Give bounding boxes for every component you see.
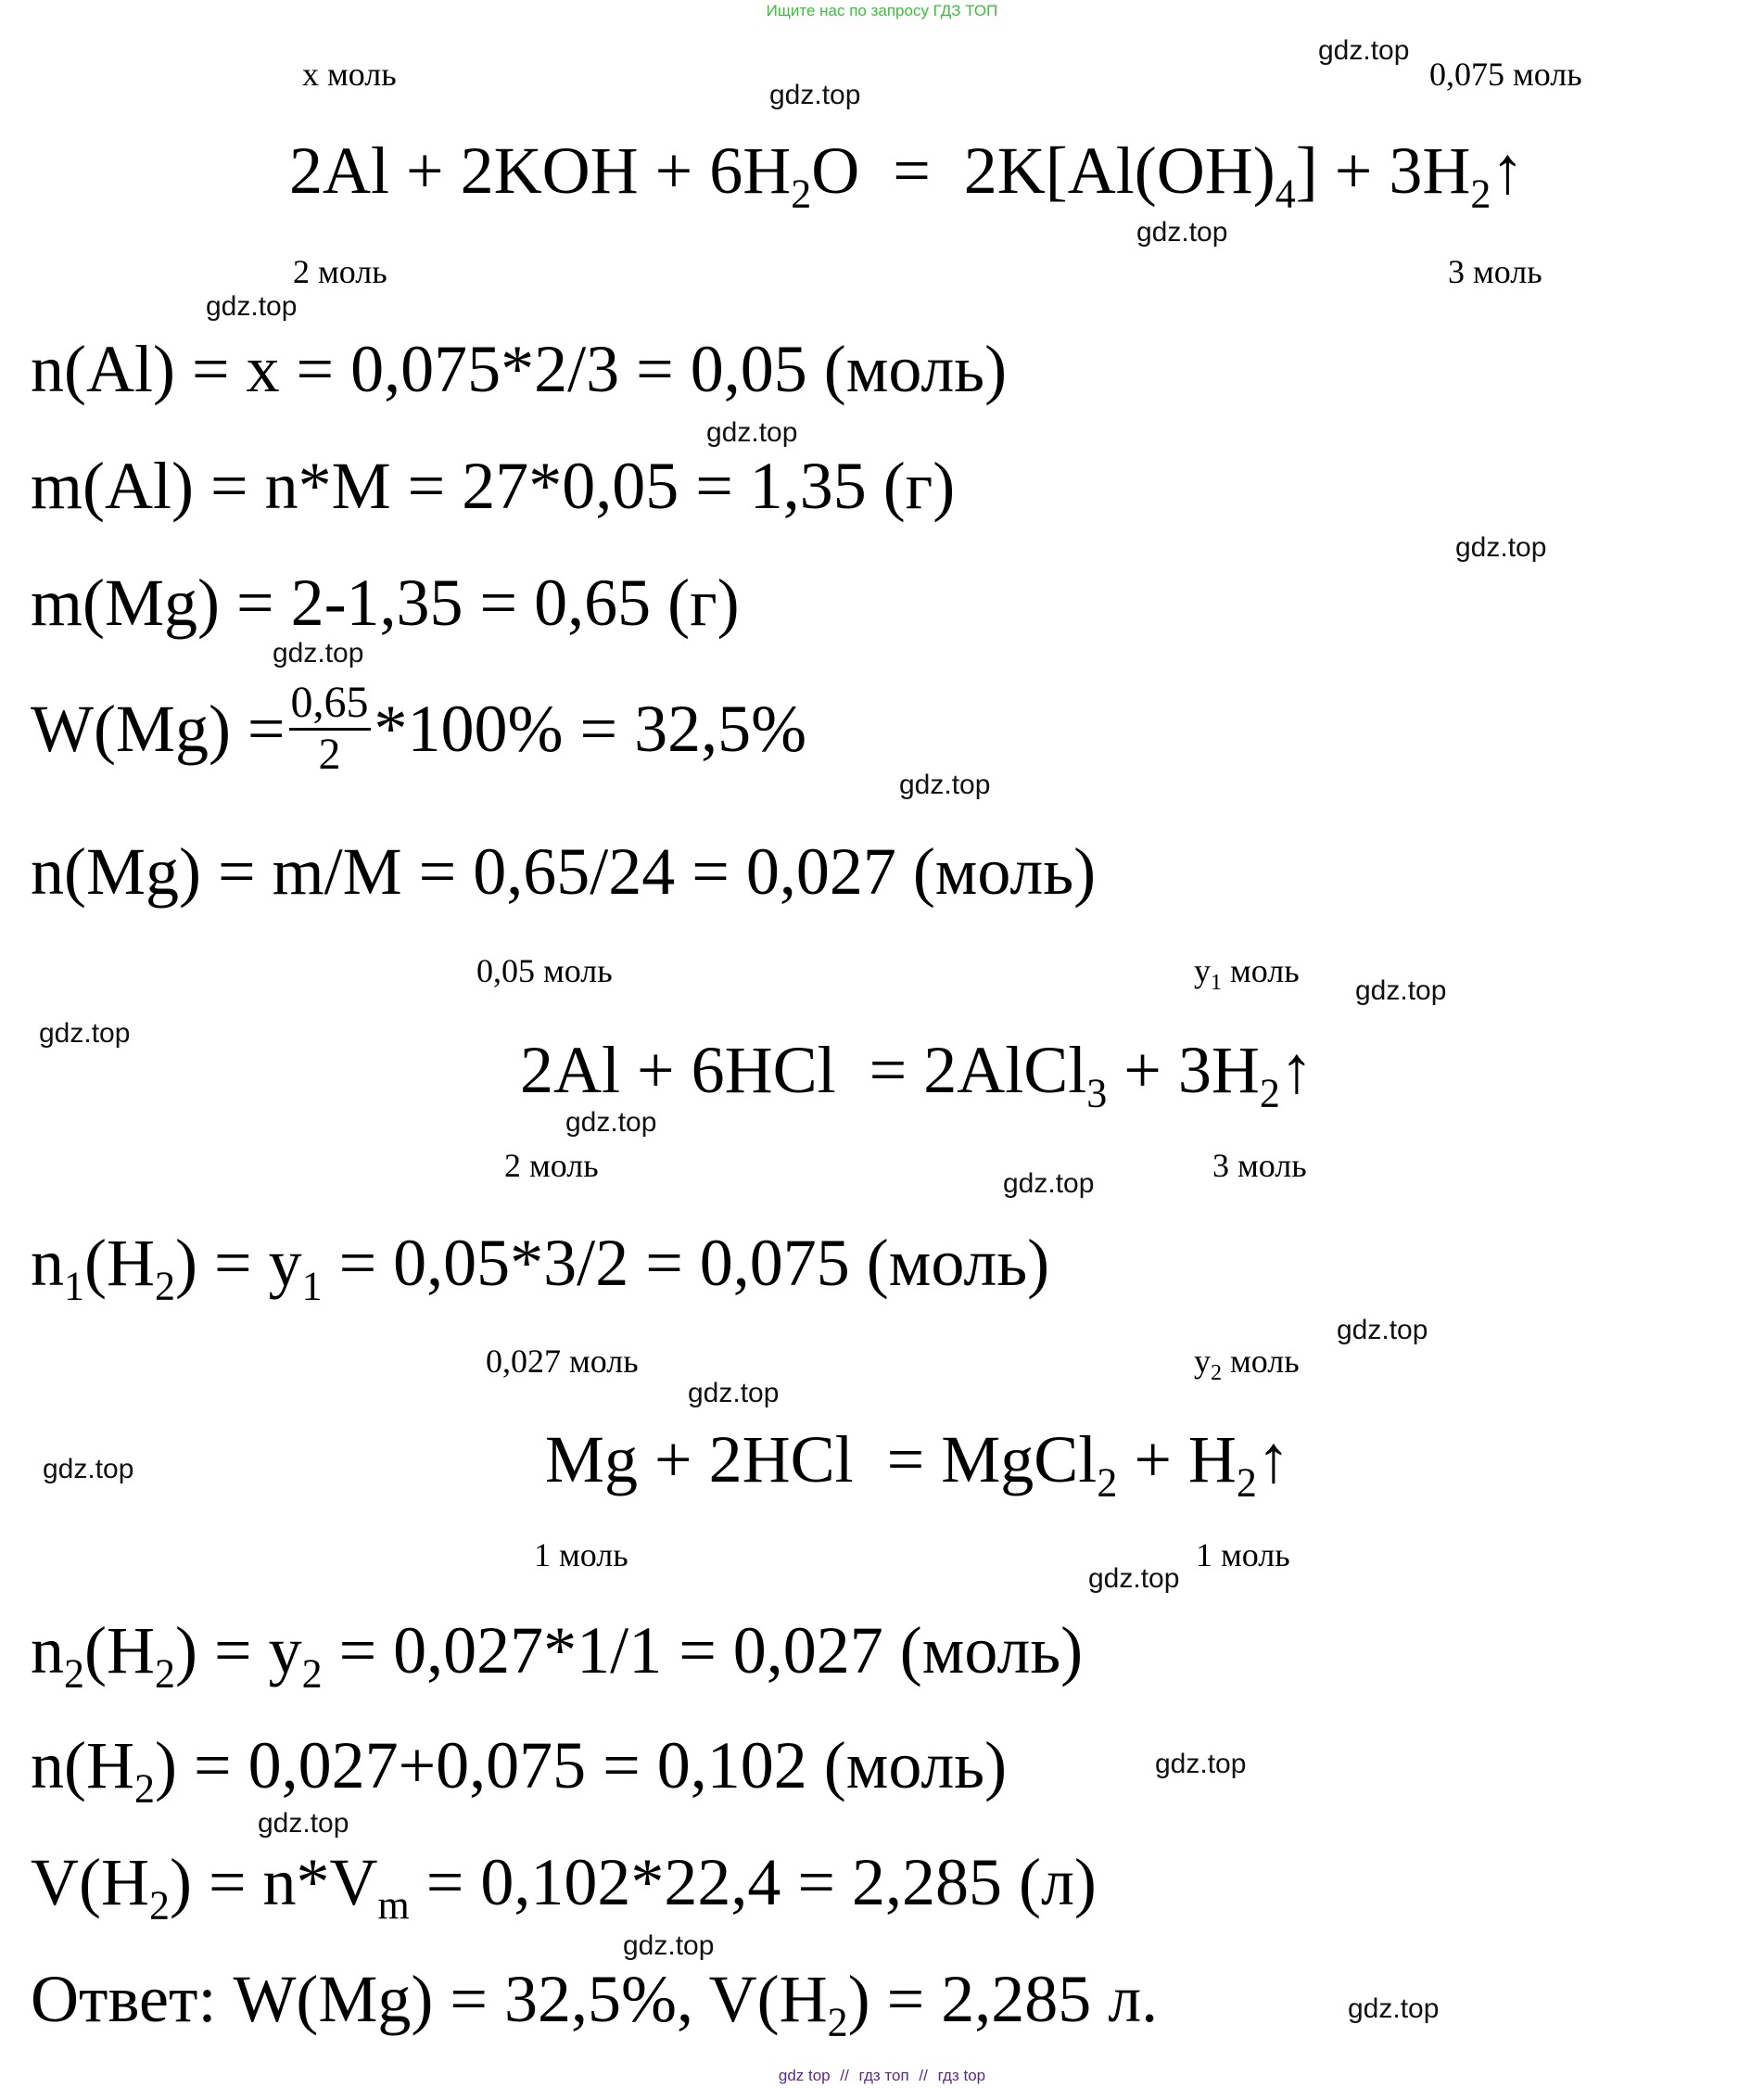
line-v-h2: $V(H_2) = n*V_m = 0,102*22,4 = 2,285$ (л): [31, 1845, 1097, 1929]
reaction1-moles-above-right: 0,075 моль: [1429, 56, 1582, 93]
reaction3-moles-above-left: 0,027 моль: [486, 1343, 639, 1380]
watermark: gdz.top: [1088, 1563, 1180, 1594]
line-n-mg: n(Mg) = m/M = 0,65/24 = 0,027 (моль): [31, 834, 1097, 909]
footer-link-gdz-top-ru[interactable]: гдз топ: [858, 2067, 909, 2084]
reaction3-equation: Mg + 2HCl = MgCl$_2$ + $H_2↑$: [545, 1422, 1290, 1506]
watermark: gdz.top: [43, 1454, 134, 1484]
answer-line: Ответ: W(Mg) = 32,5%, $V(H_2) = 2,285$ л.: [31, 1962, 1159, 2045]
watermark: gdz.top: [1003, 1168, 1095, 1199]
line-w-mg: [31, 679, 806, 780]
watermark: gdz.top: [273, 638, 364, 668]
watermark: gdz.top: [1455, 532, 1547, 563]
watermark: gdz.top: [688, 1378, 780, 1408]
search-banner[interactable]: Ищите нас по запросу ГДЗ ТОП: [766, 2, 998, 19]
line-n2-h2: $n_2(H_2) = y_2 = 0,027*1/1 = 0,027$ (моль): [31, 1613, 1084, 1697]
reaction2-moles-below-left: 2 моль: [504, 1147, 599, 1184]
reaction3-moles-above-right: $y_2$ моль: [1194, 1343, 1300, 1386]
reaction2-equation: 2Al + 6HCl = 2AlCl$_3$ + $3H_2↑$: [520, 1033, 1313, 1116]
watermark: gdz.top: [1348, 1993, 1440, 2024]
watermark: gdz.top: [565, 1107, 657, 1138]
reaction3-moles-below-left: 1 моль: [534, 1536, 628, 1573]
watermark: gdz.top: [1318, 35, 1410, 66]
reaction1-moles-below-right: 3 моль: [1448, 253, 1542, 290]
watermark: gdz.top: [1355, 975, 1447, 1006]
line-n-h2: $n(H_2) = 0,027+0,075 = 0,102$ (моль): [31, 1728, 1008, 1812]
watermark: gdz.top: [899, 770, 991, 800]
reaction2-moles-below-right: 3 моль: [1212, 1147, 1307, 1184]
watermark: gdz.top: [623, 1930, 715, 1961]
watermark: gdz.top: [1155, 1749, 1247, 1779]
reaction2-moles-above-right: $y_1$ моль: [1194, 952, 1300, 996]
w-mg-numerator: 0,65: [289, 679, 371, 731]
w-mg-suffix: *100% = 32,5%: [374, 692, 807, 767]
reaction1-equation: $2Al + 2KOH + 6H_2O = 2K[Al(OH)_4]$ + $3H_2↑$: [289, 134, 1525, 217]
watermark: gdz.top: [206, 291, 298, 322]
footer-link-gdz-top[interactable]: gdz top: [778, 2067, 831, 2084]
footer-link-gdz-top-mixed[interactable]: гдз top: [937, 2067, 986, 2084]
w-mg-fraction: [289, 679, 371, 780]
watermark: gdz.top: [1337, 1315, 1428, 1345]
footer-separator: //: [840, 2067, 849, 2084]
watermark: gdz.top: [769, 80, 861, 110]
reaction1-moles-above-left: x моль: [302, 56, 397, 93]
line-n1-h2: $n_1(H_2) = y_1 = 0,05*3/2 = 0,075$ (моль): [31, 1226, 1050, 1309]
watermark: gdz.top: [258, 1808, 349, 1839]
footer-links: [0, 2068, 1764, 2083]
footer-separator: //: [919, 2067, 928, 2084]
reaction2-moles-above-left: 0,05 моль: [476, 952, 613, 989]
w-mg-denominator: 2: [318, 729, 341, 779]
w-mg-prefix: W(Mg) =: [31, 692, 286, 767]
reaction3-moles-below-right: 1 моль: [1196, 1536, 1290, 1573]
watermark: gdz.top: [1136, 217, 1228, 248]
line-n-al: n(Al) = x = 0,075*2/3 = 0,05 (моль): [31, 332, 1008, 406]
reaction1-moles-below-left: 2 моль: [293, 253, 387, 290]
line-m-al: m(Al) = n*M = 27*0,05 = 1,35 (г): [31, 449, 956, 523]
line-m-mg: m(Mg) = 2-1,35 = 0,65 (г): [31, 566, 740, 640]
watermark: gdz.top: [706, 417, 798, 448]
watermark: gdz.top: [39, 1018, 131, 1049]
